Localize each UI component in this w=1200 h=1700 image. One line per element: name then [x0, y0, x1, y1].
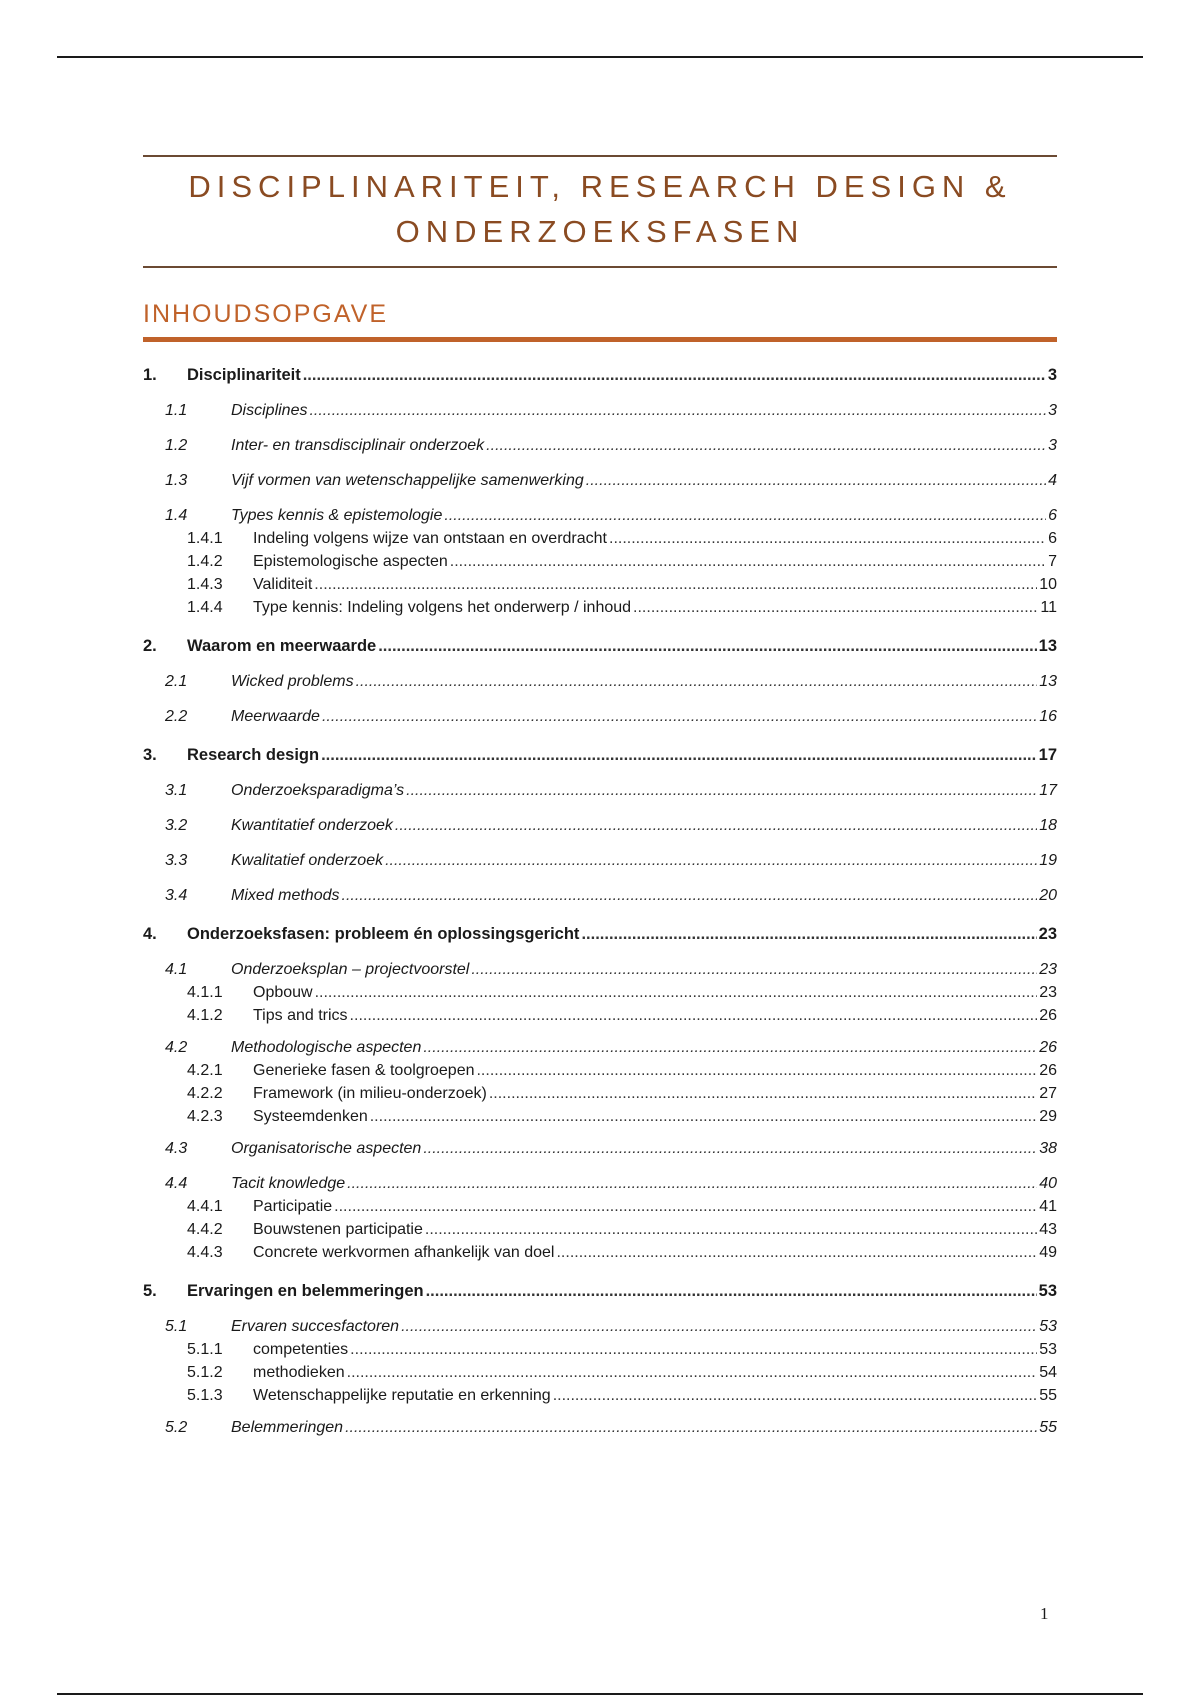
toc-entry[interactable]	[143, 437, 1057, 455]
toc-entry[interactable]	[143, 530, 1057, 548]
toc-entry-page: 3	[1047, 366, 1057, 384]
toc-entry-page: 53	[1039, 1341, 1057, 1358]
toc-entry[interactable]	[143, 1341, 1057, 1359]
toc-entry[interactable]	[143, 782, 1057, 800]
toc-entry-page: 53	[1038, 1282, 1057, 1300]
toc-entry-page: 40	[1039, 1175, 1057, 1192]
toc-entry-title: Tips and trics	[253, 1007, 348, 1024]
toc-entry-page: 17	[1039, 782, 1057, 799]
toc-entry-leader	[314, 576, 1037, 594]
toc-entry-page: 55	[1039, 1387, 1057, 1404]
page-number: 1	[1040, 1604, 1049, 1623]
toc-entry-number: 4.4	[165, 1175, 188, 1192]
toc-entry-page: 55	[1039, 1419, 1057, 1436]
toc-entry-title: Waarom en meerwaarde	[187, 637, 377, 655]
toc-entry-number: 3.	[143, 746, 157, 764]
toc-entry[interactable]	[143, 961, 1057, 979]
toc-entry-title: Methodologische aspecten	[231, 1039, 422, 1056]
toc-entry-number: 1.4.4	[187, 599, 223, 616]
toc-entry-title: Inter- en transdisciplinair onderzoek	[231, 437, 485, 454]
toc-entry[interactable]	[143, 925, 1057, 944]
toc-entry-number: 4.3	[165, 1140, 188, 1157]
toc-entry-leader	[322, 708, 1037, 726]
toc-entry[interactable]	[143, 852, 1057, 870]
toc-entry-number: 3.4	[165, 887, 188, 904]
toc-entry[interactable]	[143, 553, 1057, 571]
document-title	[143, 157, 1057, 266]
toc-entry-page: 27	[1039, 1085, 1057, 1102]
toc-entry[interactable]	[143, 817, 1057, 835]
toc-entry-number: 1.3	[165, 472, 188, 489]
header-rule	[57, 56, 1143, 58]
toc-entry-title: competenties	[253, 1341, 349, 1358]
toc-entry-title: Ervaringen en belemmeringen	[187, 1282, 424, 1300]
toc-entry-leader	[425, 1221, 1037, 1239]
toc-entry-title: methodieken	[253, 1364, 345, 1381]
toc-entry-page: 54	[1039, 1364, 1057, 1381]
toc-entry-number: 3.3	[165, 852, 188, 869]
toc-entry-number: 4.1.2	[187, 1007, 223, 1024]
toc-entry-leader	[345, 1419, 1037, 1437]
toc-entry-leader	[556, 1244, 1037, 1262]
toc-entry-leader	[385, 852, 1037, 870]
toc-entry-number: 2.2	[165, 708, 188, 725]
toc-entry-leader	[401, 1318, 1037, 1336]
toc-entry-number: 3.2	[165, 817, 188, 834]
toc-entry-page: 43	[1039, 1221, 1057, 1238]
toc-entry-leader	[350, 1341, 1037, 1359]
toc-entry[interactable]	[143, 1175, 1057, 1193]
toc-entry-title: Organisatorische aspecten	[231, 1140, 422, 1157]
toc-entry-number: 4.	[143, 925, 157, 943]
toc-entry-page: 18	[1039, 817, 1057, 834]
toc-entry[interactable]	[143, 1140, 1057, 1158]
toc-entry-number: 1.1	[165, 402, 188, 419]
toc-entry-leader	[486, 437, 1046, 455]
toc-entry-page: 6	[1048, 507, 1057, 524]
toc-entry-title: Participatie	[253, 1198, 333, 1215]
toc-entry-number: 5.1.1	[187, 1341, 223, 1358]
toc-entry[interactable]	[143, 472, 1057, 490]
toc-entry-title: Indeling volgens wijze van ontstaan en overdracht	[253, 530, 607, 547]
toc-entry-leader	[476, 1062, 1037, 1080]
toc-entry-leader	[471, 961, 1037, 979]
toc-entry-leader	[347, 1364, 1038, 1382]
toc-entry-page: 29	[1039, 1108, 1057, 1125]
toc-entry-page: 3	[1048, 402, 1057, 419]
toc-entry-number: 3.1	[165, 782, 188, 799]
toc-entry-number: 4.4.3	[187, 1244, 223, 1261]
toc-entry-title: Onderzoeksparadigma’s	[231, 782, 405, 799]
toc-entry[interactable]	[143, 1198, 1057, 1216]
toc-entry-page: 13	[1038, 637, 1057, 655]
toc-entry[interactable]	[143, 673, 1057, 691]
toc-entry-page: 17	[1038, 746, 1057, 764]
toc-entry-title: Belemmeringen	[231, 1419, 344, 1436]
toc-entry[interactable]	[143, 1387, 1057, 1405]
toc-entry-number: 4.2.3	[187, 1108, 223, 1125]
toc-entry[interactable]	[143, 1007, 1057, 1025]
toc-entry-title: Validiteit	[253, 576, 313, 593]
toc-entry-leader	[334, 1198, 1037, 1216]
toc-entry-leader	[609, 530, 1046, 548]
toc-entry-number: 1.4	[165, 507, 188, 524]
toc-entry-page: 38	[1039, 1140, 1057, 1157]
toc-entry-title: Onderzoeksplan – projectvoorstel	[231, 961, 470, 978]
toc-entry[interactable]	[143, 1221, 1057, 1239]
toc-entry-leader	[303, 366, 1046, 385]
toc-entry[interactable]	[143, 507, 1057, 525]
toc-entry[interactable]	[143, 1039, 1057, 1057]
toc-heading: INHOUDSOPGAVE	[143, 300, 389, 328]
toc-entry[interactable]	[143, 984, 1057, 1002]
toc-entry-page: 23	[1039, 961, 1057, 978]
toc-entry[interactable]	[143, 708, 1057, 726]
table-of-contents	[143, 366, 1057, 1437]
toc-entry-title: Mixed methods	[231, 887, 340, 904]
footer-rule	[57, 1693, 1143, 1695]
toc-entry[interactable]	[143, 1108, 1057, 1126]
toc-entry-title: Kwantitatief onderzoek	[231, 817, 393, 834]
toc-entry-number: 4.1.1	[187, 984, 223, 1001]
toc-entry-leader	[426, 1282, 1037, 1301]
toc-entry-title: Generieke fasen & toolgroepen	[253, 1062, 475, 1079]
toc-entry-leader	[342, 887, 1038, 905]
toc-entry-title: Opbouw	[253, 984, 313, 1001]
toc-entry-title: Meerwaarde	[231, 708, 320, 725]
toc-entry-title: Systeemdenken	[253, 1108, 368, 1125]
toc-entry-number: 5.1	[165, 1318, 188, 1335]
toc-entry-title: Epistemologische aspecten	[253, 553, 448, 570]
toc-entry-leader	[581, 925, 1036, 944]
toc-entry-title: Framework (in milieu-onderzoek)	[253, 1085, 487, 1102]
toc-entry-leader	[633, 599, 1038, 617]
toc-entry-title: Research design	[187, 746, 320, 764]
toc-entry-page: 6	[1048, 530, 1057, 547]
toc-entry-page: 26	[1039, 1007, 1057, 1024]
toc-entry-title: Kwalitatief onderzoek	[231, 852, 384, 869]
toc-entry-page: 41	[1039, 1198, 1057, 1215]
toc-entry[interactable]	[143, 1364, 1057, 1382]
toc-entry-page: 49	[1039, 1244, 1057, 1261]
toc-entry-leader	[370, 1108, 1037, 1126]
toc-entry-leader	[378, 637, 1036, 656]
toc-entry-number: 4.2	[165, 1039, 188, 1056]
toc-entry-page: 20	[1039, 887, 1057, 904]
document-title-line-1: DISCIPLINARITEIT, RESEARCH DESIGN &	[188, 169, 1012, 204]
toc-entry[interactable]	[143, 1244, 1057, 1262]
toc-entry-page: 3	[1048, 437, 1057, 454]
toc-entry[interactable]	[143, 576, 1057, 594]
toc-entry-leader	[315, 984, 1038, 1002]
toc-entry[interactable]	[143, 1318, 1057, 1336]
toc-entry-number: 1.4.2	[187, 553, 223, 570]
toc-entry[interactable]	[143, 1419, 1057, 1437]
title-bottom-rule	[143, 266, 1057, 268]
toc-entry-title: Vijf vormen van wetenschappelijke samenwerking	[231, 472, 584, 489]
toc-entry-leader	[347, 1175, 1037, 1193]
toc-entry[interactable]	[143, 746, 1057, 765]
toc-entry[interactable]	[143, 637, 1057, 656]
toc-entry-leader	[356, 673, 1038, 691]
toc-entry-title: Wicked problems	[231, 673, 354, 690]
toc-entry-leader	[586, 472, 1046, 490]
toc-entry-number: 1.4.1	[187, 530, 223, 547]
toc-entry-title: Types kennis & epistemologie	[231, 507, 443, 524]
toc-heading-rule	[143, 337, 1057, 342]
toc-entry-title: Bouwstenen participatie	[253, 1221, 423, 1238]
toc-entry-leader	[450, 553, 1046, 571]
toc-entry-page: 16	[1039, 708, 1057, 725]
toc-entry-leader	[553, 1387, 1038, 1405]
toc-entry-title: Disciplinariteit	[187, 366, 301, 384]
toc-entry-number: 5.1.3	[187, 1387, 223, 1404]
toc-entry-number: 4.1	[165, 961, 188, 978]
toc-entry-page: 7	[1048, 553, 1057, 570]
toc-entry-leader	[395, 817, 1037, 835]
toc-entry-leader	[444, 507, 1046, 525]
toc-entry-page: 10	[1039, 576, 1057, 593]
toc-entry-title: Tacit knowledge	[231, 1175, 346, 1192]
toc-entry-page: 19	[1039, 852, 1057, 869]
toc-entry-page: 26	[1039, 1039, 1057, 1056]
toc-entry-leader	[309, 402, 1046, 420]
toc-entry-page: 26	[1039, 1062, 1057, 1079]
toc-entry-leader	[321, 746, 1037, 765]
toc-entry-page: 23	[1038, 925, 1057, 943]
toc-entry-title: Onderzoeksfasen: probleem én oplossingsgericht	[187, 925, 580, 943]
toc-entry-leader	[423, 1039, 1037, 1057]
toc-entry-number: 5.2	[165, 1419, 188, 1436]
toc-entry[interactable]	[143, 402, 1057, 420]
toc-entry-number: 4.4.2	[187, 1221, 223, 1238]
toc-entry-number: 1.4.3	[187, 576, 223, 593]
toc-entry-page: 53	[1039, 1318, 1057, 1335]
toc-entry-page: 4	[1048, 472, 1057, 489]
toc-entry-title: Disciplines	[231, 402, 308, 419]
toc-entry-number: 2.1	[165, 673, 188, 690]
document-title-line-2: ONDERZOEKSFASEN	[395, 214, 805, 249]
toc-entry-number: 4.2.2	[187, 1085, 223, 1102]
toc-entry[interactable]	[143, 366, 1057, 385]
toc-entry[interactable]	[143, 1282, 1057, 1301]
toc-entry-title: Ervaren succesfactoren	[231, 1318, 400, 1335]
toc-entry-title: Concrete werkvormen afhankelijk van doel	[253, 1244, 555, 1261]
toc-entry[interactable]	[143, 887, 1057, 905]
toc-entry-page: 11	[1040, 599, 1057, 616]
toc-entry-number: 4.4.1	[187, 1198, 223, 1215]
toc-entry-title: Wetenschappelijke reputatie en erkenning	[253, 1387, 551, 1404]
title-block	[143, 155, 1057, 268]
toc-entry-page: 23	[1039, 984, 1057, 1001]
toc-entry-number: 2.	[143, 637, 157, 655]
toc-entry-leader	[489, 1085, 1037, 1103]
toc-entry-number: 1.	[143, 366, 157, 384]
toc-entry-leader	[350, 1007, 1038, 1025]
toc-entry[interactable]	[143, 599, 1057, 617]
toc-entry[interactable]	[143, 1062, 1057, 1080]
toc-entry-title: Type kennis: Indeling volgens het onderwerp / inhoud	[253, 599, 632, 616]
toc-entry-number: 5.1.2	[187, 1364, 223, 1381]
toc-entry[interactable]	[143, 1085, 1057, 1103]
toc-entry-number: 5.	[143, 1282, 157, 1300]
toc-entry-number: 4.2.1	[187, 1062, 223, 1079]
toc-entry-leader	[423, 1140, 1037, 1158]
toc-entry-number: 1.2	[165, 437, 188, 454]
toc-entry-leader	[406, 782, 1037, 800]
toc-entry-page: 13	[1039, 673, 1057, 690]
